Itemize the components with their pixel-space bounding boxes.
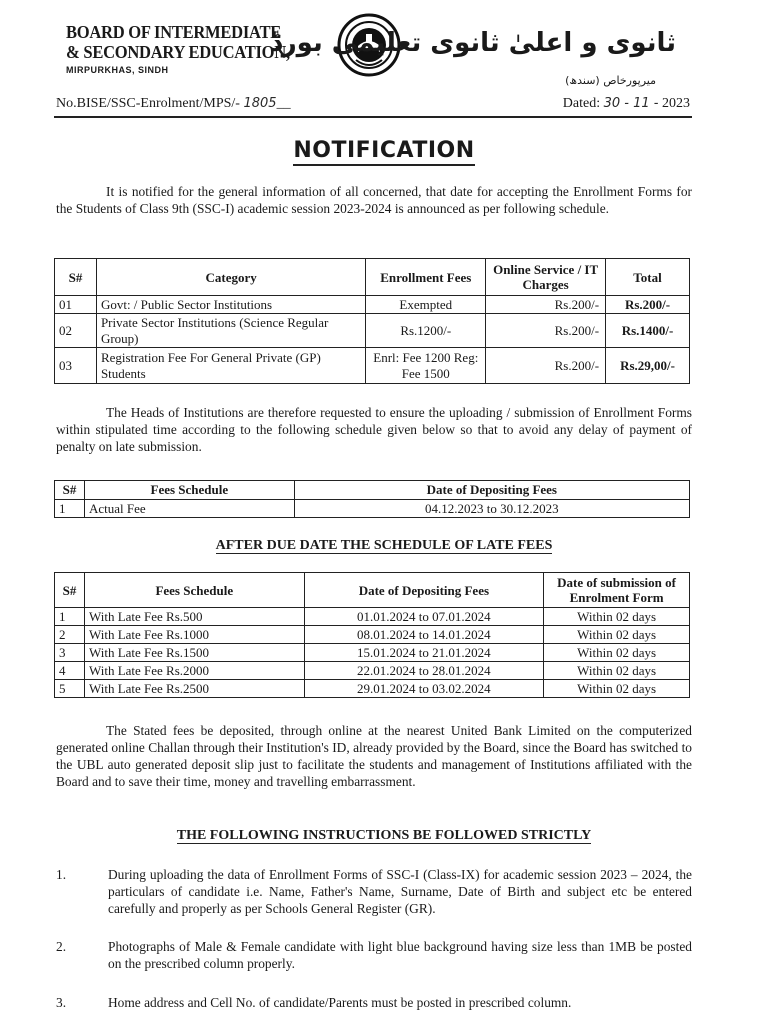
table-row [55, 626, 690, 644]
cell-enrollment: Enrl: Fee 1200 Reg: Fee 1500 [366, 348, 486, 384]
table-row [55, 680, 690, 698]
board-name-line1: BOARD OF INTERMEDIATE [66, 22, 282, 42]
cell-schedule: With Late Fee Rs.2000 [84, 662, 304, 680]
dated-label: Dated: [562, 96, 601, 111]
cell-service: Rs.200/- [486, 314, 606, 348]
cell-enrollment: Rs.1200/- [366, 314, 486, 348]
instructions-heading: THE FOLLOWING INSTRUCTIONS BE FOLLOWED STRICTLY [176, 828, 592, 843]
instruction-number: 1. [56, 867, 67, 882]
cell-schedule: With Late Fee Rs.1000 [84, 626, 304, 644]
board-name-line2: & SECONDARY EDUCATION, [66, 42, 290, 62]
deposit-text: The Stated fees be deposited, through online at the nearest United Bank Limited on the computerized generated online Challan through their Institution's ID, already provided by the Board, since the Board has switched to the UBL auto generated deposit slip just to facilitate the students and management of Institutions affiliated with the Board and to save their time, money and travelling embarrassment. [56, 723, 692, 789]
cell-category: Registration Fee For General Private (GP) Students [96, 348, 365, 384]
table-row [55, 296, 690, 314]
cell-schedule: With Late Fee Rs.500 [84, 608, 304, 626]
col-sno: S# [55, 481, 85, 500]
instruction-item [56, 938, 692, 972]
instruction-item [56, 994, 692, 1011]
board-name-urdu: ثانوی و اعلیٰ ثانوی تعلیمی بورڈ [270, 28, 676, 58]
deposit-paragraph [56, 722, 692, 790]
heads-paragraph [56, 404, 692, 455]
cell-schedule: Actual Fee [84, 500, 294, 518]
table-row [55, 644, 690, 662]
intro-text: It is notified for the general information of all concerned, that date for accepting the Enrollment Forms for the Students of Class 9th (SSC-I) academic session 2023-2024 is announced as per following schedule. [56, 184, 692, 216]
cell-service: Rs.200/- [486, 348, 606, 384]
col-fees-schedule: Fees Schedule [84, 481, 294, 500]
header-divider [54, 116, 692, 118]
cell-sno: 5 [55, 680, 85, 698]
cell-dates: 04.12.2023 to 30.12.2023 [294, 500, 689, 518]
col-fees-schedule: Fees Schedule [84, 573, 304, 608]
table-row [55, 500, 690, 518]
cell-category: Private Sector Institutions (Science Regular Group) [96, 314, 365, 348]
late-fees-heading: AFTER DUE DATE THE SCHEDULE OF LATE FEES [215, 538, 553, 553]
table-row [55, 314, 690, 348]
cell-total: Rs.1400/- [606, 314, 690, 348]
cell-submission: Within 02 days [544, 662, 690, 680]
cell-dates: 29.01.2024 to 03.02.2024 [304, 680, 544, 698]
schedule-table-header [55, 481, 690, 500]
cell-sno: 1 [55, 500, 85, 518]
late-fees-table [54, 572, 690, 698]
cell-sno: 02 [55, 314, 97, 348]
board-location-urdu: میرپورخاص (سندھ) [565, 74, 656, 87]
cell-enrollment: Exempted [366, 296, 486, 314]
cell-sno: 01 [55, 296, 97, 314]
col-date-depositing: Date of Depositing Fees [294, 481, 689, 500]
fees-table-header [55, 259, 690, 296]
board-location: MIRPURKHAS, SINDH [66, 65, 169, 75]
late-fees-heading-wrap [0, 538, 768, 554]
cell-dates: 22.01.2024 to 28.01.2024 [304, 662, 544, 680]
col-enrollment-fees: Enrollment Fees [366, 259, 486, 296]
col-sno: S# [55, 573, 85, 608]
cell-submission: Within 02 days [544, 680, 690, 698]
col-date-submission: Date of submission of Enrolment Form [544, 573, 690, 608]
table-row [55, 662, 690, 680]
cell-service: Rs.200/- [486, 296, 606, 314]
instruction-item [56, 866, 692, 917]
col-service-charges: Online Service / IT Charges [486, 259, 606, 296]
cell-submission: Within 02 days [544, 608, 690, 626]
instruction-text: During uploading the data of Enrollment Forms of SSC-I (Class-IX) for academic session 2023 – 2024, the particulars of candidate i.e. Name, Father's Name, Surname, Date of Birth and subject etc be entered carefully and properly as per Schools General Register (GR). [108, 867, 692, 916]
cell-category: Govt: / Public Sector Institutions [96, 296, 365, 314]
cell-sno: 1 [55, 608, 85, 626]
instruction-number: 2. [56, 939, 67, 954]
cell-sno: 03 [55, 348, 97, 384]
instructions-heading-wrap [0, 828, 768, 844]
cell-sno: 4 [55, 662, 85, 680]
cell-dates: 08.01.2024 to 14.01.2024 [304, 626, 544, 644]
heads-text: The Heads of Institutions are therefore requested to ensure the uploading / submission of Enrollment Forms within stipulated time according to the following schedule given below so that to avoid any delay of payment of penalty on late submission. [56, 405, 692, 454]
reference-prefix: No.BISE/SSC-Enrolment/MPS/- [56, 96, 240, 111]
dated-year: 2023 [662, 96, 690, 111]
intro-paragraph [56, 183, 692, 217]
fees-table [54, 258, 690, 384]
instruction-text: Photographs of Male & Female candidate with light blue background having size less than 1MB be posted on the prescribed column properly. [108, 939, 692, 971]
cell-submission: Within 02 days [544, 644, 690, 662]
col-total: Total [606, 259, 690, 296]
reference-handwritten-number: 1805 [243, 96, 277, 111]
late-fees-table-header [55, 573, 690, 608]
reference-number: No.BISE/SSC-Enrolment/MPS/- 1805__ [56, 96, 291, 111]
table-row [55, 608, 690, 626]
cell-dates: 15.01.2024 to 21.01.2024 [304, 644, 544, 662]
instruction-number: 3. [56, 995, 67, 1010]
cell-submission: Within 02 days [544, 626, 690, 644]
cell-schedule: With Late Fee Rs.1500 [84, 644, 304, 662]
notification-title-wrap [0, 138, 768, 163]
table-row [55, 348, 690, 384]
schedule-table [54, 480, 690, 518]
cell-schedule: With Late Fee Rs.2500 [84, 680, 304, 698]
reference-date [563, 96, 690, 112]
dated-handwritten: 30 - 11 - [603, 96, 659, 111]
col-date-depositing: Date of Depositing Fees [304, 573, 544, 608]
cell-sno: 3 [55, 644, 85, 662]
col-sno: S# [55, 259, 97, 296]
notification-title: NOTIFICATION [293, 138, 474, 166]
cell-dates: 01.01.2024 to 07.01.2024 [304, 608, 544, 626]
cell-total: Rs.29,00/- [606, 348, 690, 384]
cell-sno: 2 [55, 626, 85, 644]
col-category: Category [96, 259, 365, 296]
cell-total: Rs.200/- [606, 296, 690, 314]
instruction-text: Home address and Cell No. of candidate/Parents must be posted in prescribed column. [108, 995, 572, 1010]
